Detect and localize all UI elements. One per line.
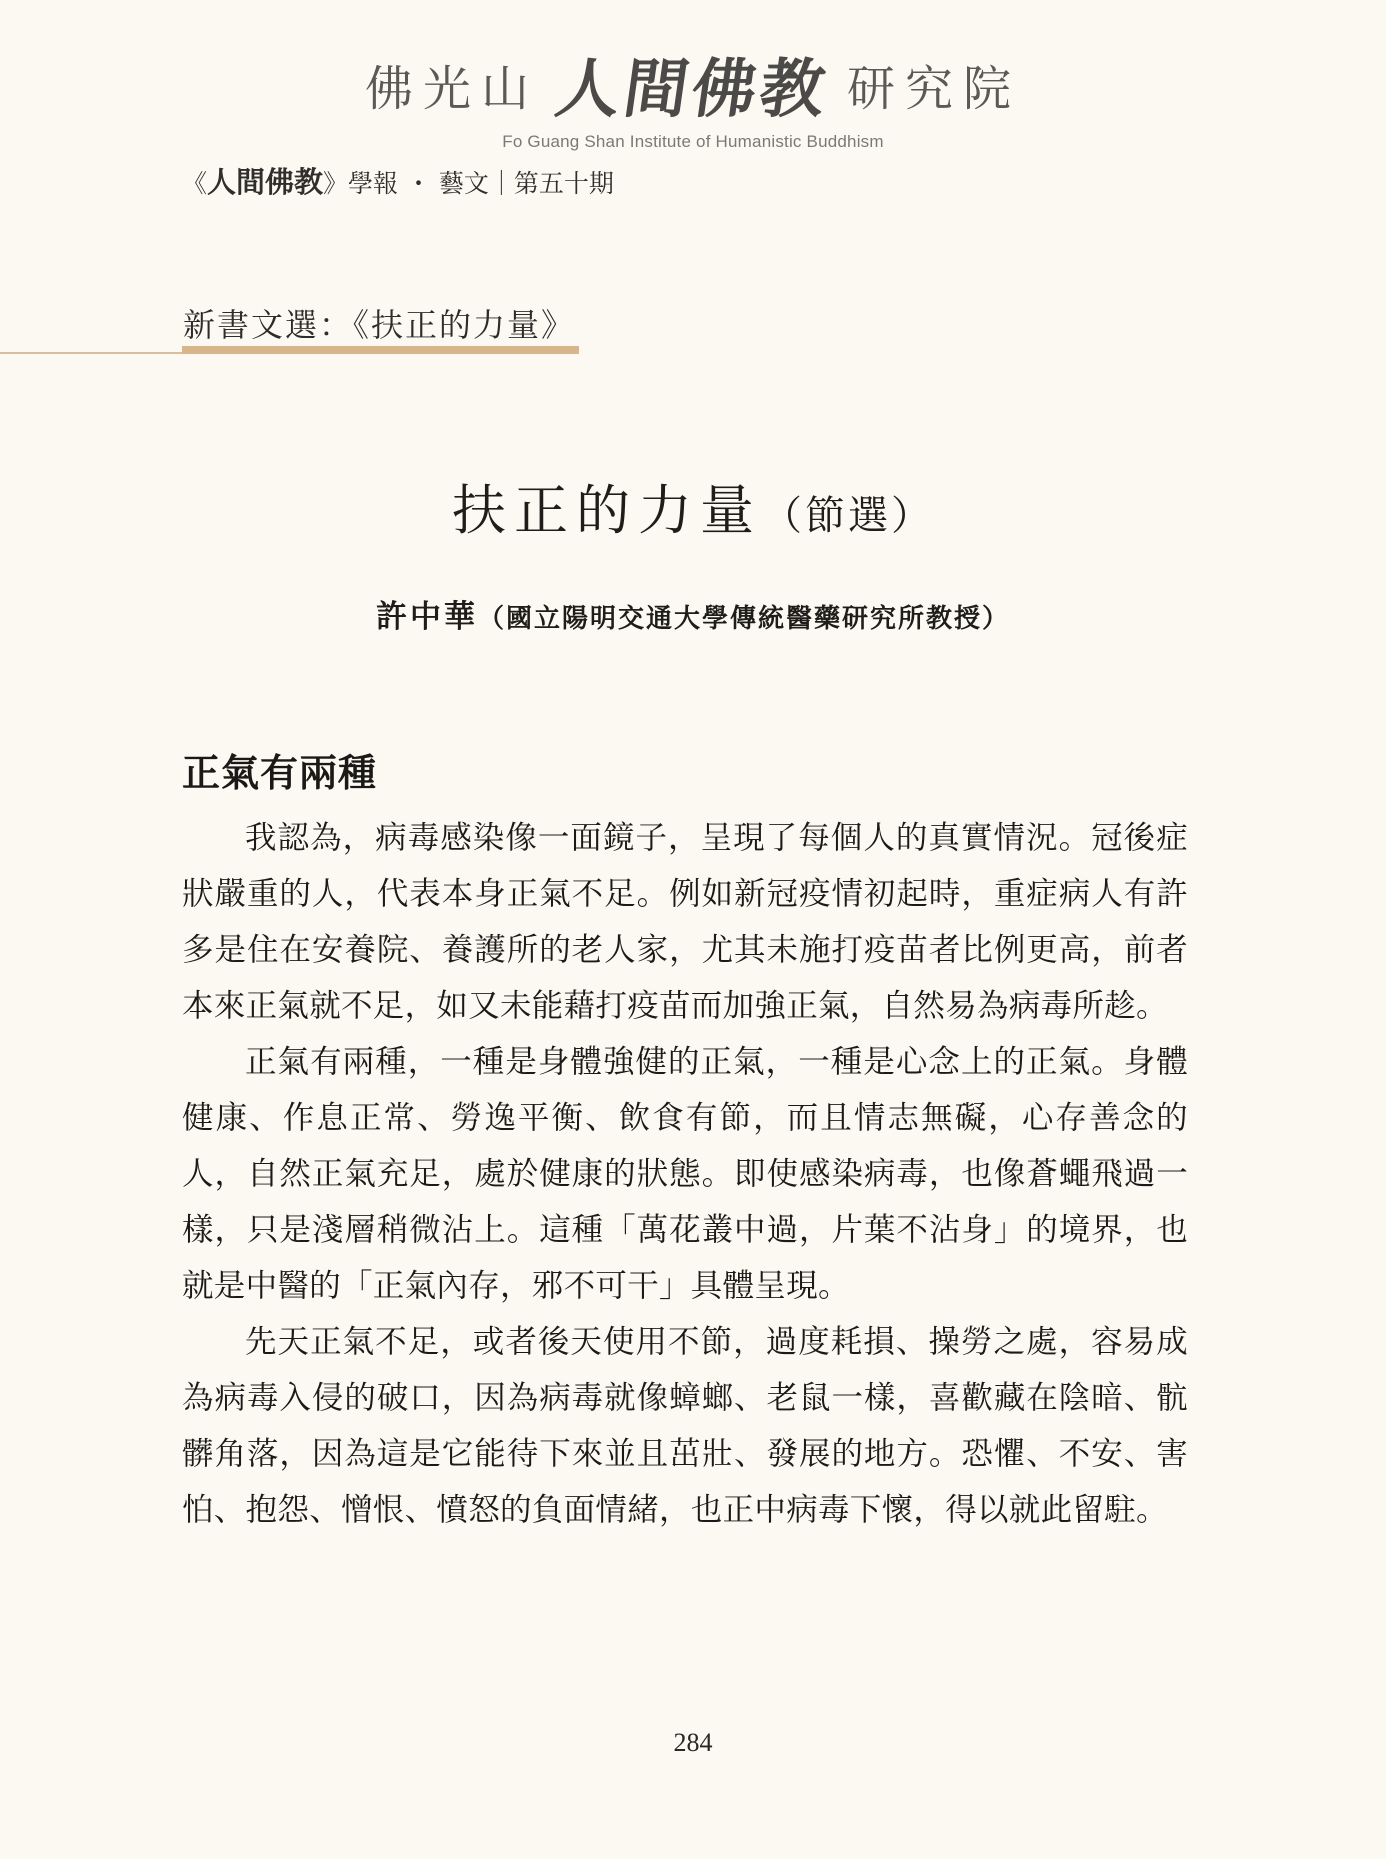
logo-calligraphy-text: 人間佛教 <box>550 52 834 127</box>
logo-wordmark <box>365 38 1021 130</box>
journal-brand: 人間佛教 <box>207 165 324 199</box>
logo-right-text: 研究院 <box>847 60 1022 117</box>
body-paragraph: 正氣有兩種，一種是身體強健的正氣，一種是心念上的正氣。身體健康、作息正常、勞逸平衡、飲食有節，而且情志無礙，心存善念的人，自然正氣充足，處於健康的狀態。即使感染病毒，也像蒼蠅飛過一樣，只是淺層稍微沾上。這種「萬花叢中過，片葉不沾身」的境界，也就是中醫的「正氣內存，邪不可干」具體呈現。 <box>182 1044 1188 1304</box>
article-title-main: 扶正的力量 <box>452 479 762 542</box>
section-divider-accent <box>182 346 579 354</box>
section-label: 新書文選：《扶正的力量》 <box>183 306 576 344</box>
logo-subtitle: Fo Guang Shan Institute of Humanistic Buddhism <box>502 132 884 151</box>
journal-open-mark: 《 <box>182 169 208 198</box>
journal-issue-info: 》學報 ・ 藝文｜第五十期 <box>323 169 614 198</box>
logo-left-text: 佛光山 <box>364 60 539 117</box>
article-body <box>182 810 1188 1538</box>
article-title-suffix: （節選） <box>762 493 934 539</box>
body-paragraph: 先天正氣不足，或者後天使用不節，過度耗損、操勞之處，容易成為病毒入侵的破口，因為病毒就像蟑螂、老鼠一樣，喜歡藏在陰暗、骯髒角落，因為這是它能待下來並且茁壯、發展的地方。恐懼、不安、害怕、抱怨、憎恨、憤怒的負面情緒，也正中病毒下懷，得以就此留駐。 <box>182 1324 1188 1528</box>
author-affiliation: （國立陽明交通大學傳統醫藥研究所教授） <box>477 604 1010 634</box>
institute-logo <box>0 38 1386 152</box>
body-paragraph: 我認為，病毒感染像一面鏡子，呈現了每個人的真實情況。冠後症狀嚴重的人，代表本身正氣不足。例如新冠疫情初起時，重症病人有許多是住在安養院、養護所的老人家，尤其未施打疫苗者比例更高，前者本來正氣就不足，如又未能藉打疫苗而加強正氣，自然易為病毒所趁。 <box>182 820 1188 1024</box>
journal-running-head <box>182 160 614 201</box>
page-number: 284 <box>673 1728 713 1757</box>
author-byline <box>0 591 1386 636</box>
section-heading: 正氣有兩種 <box>182 750 378 795</box>
author-name: 許中華 <box>375 599 478 635</box>
article-title <box>0 468 1386 545</box>
